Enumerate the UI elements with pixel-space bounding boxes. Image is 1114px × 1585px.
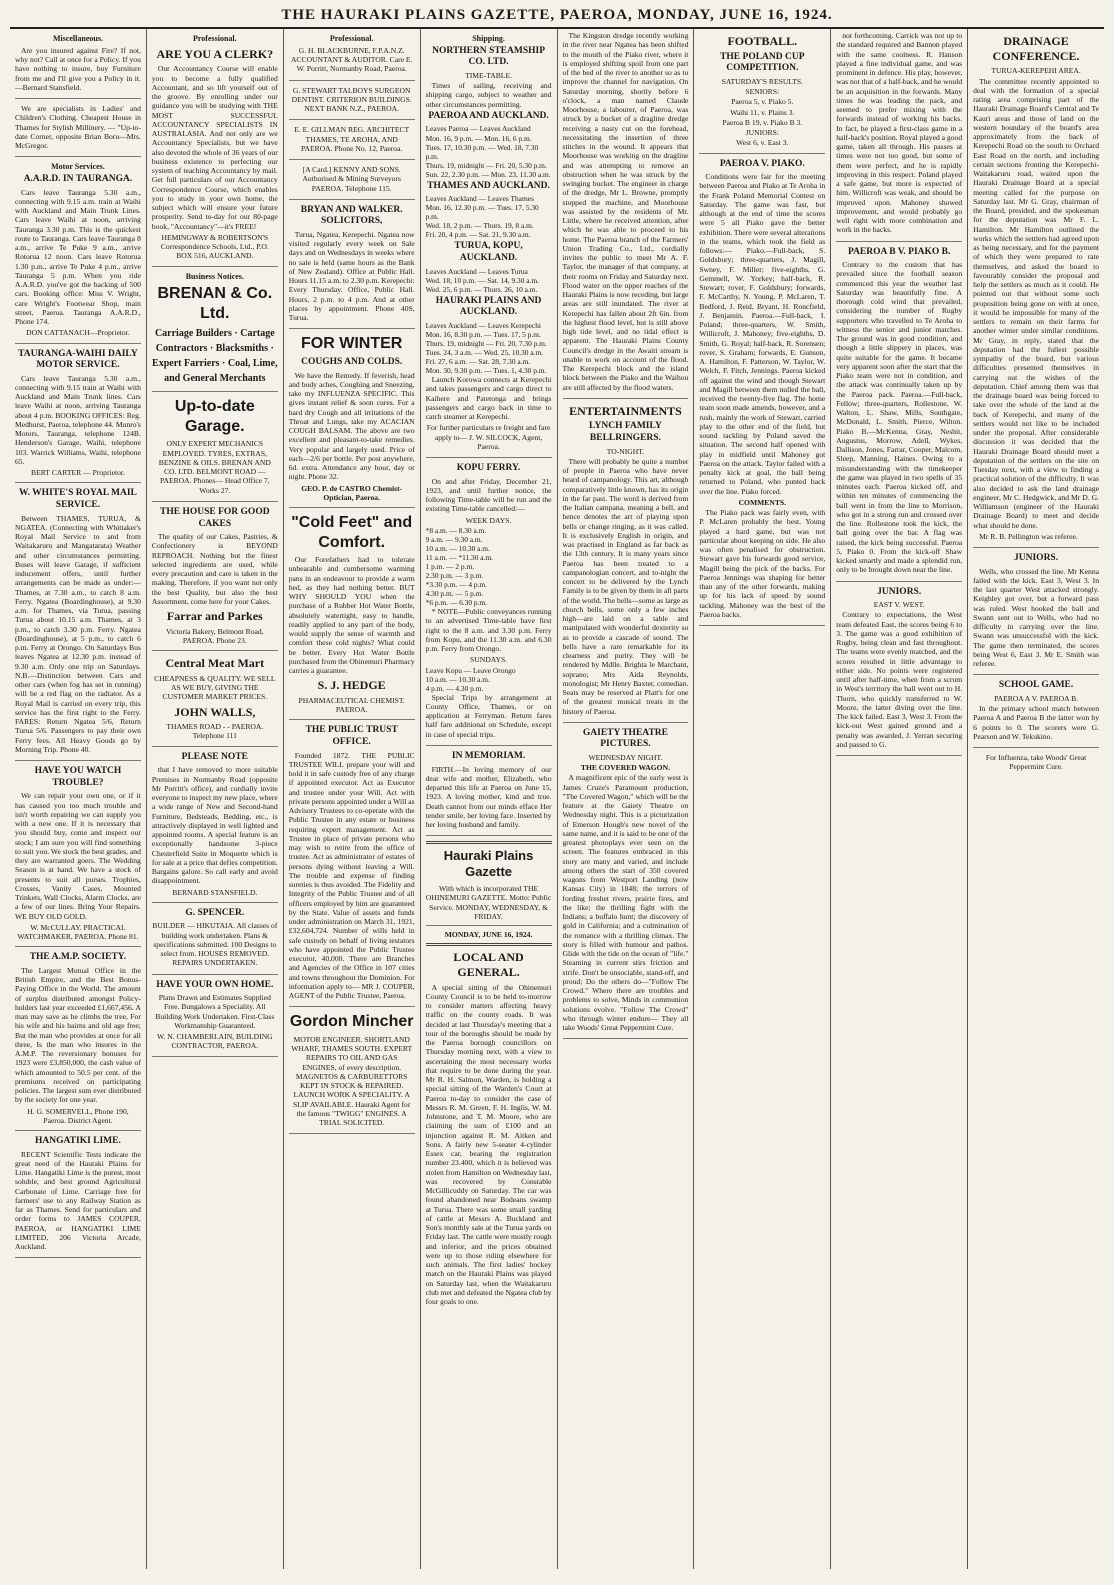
newspaper-page (10, 6, 1104, 1571)
drainage-article: DRAINAGE CONFERENCE. TURUA-KEREPEHI AREA. The committee recently appointed to deal with the formation of a special rating area comprising part of the Hauraki Drainage Board's Central and Te Kauri areas and those of land on the western boundary of the board's area approximately from the back of Kerepechi Road on the south to Orchard East Road on the north, and including certain sections fronting the Kerepechi-Waitakaruru road, waited upon the Hauraki Drainage Board at a special meeting called for the purpose on Saturday last. Mr G. Gray, chairman of the Board, presided, and the spokesman for the deputation was Mr F. L. Hamilton. Mr Hamilton outlined the works which the settlers had agreed upon as being necessary, and for the payment of which they were prepared to rate themselves, and asked the board to favourably consider the proposal and help the settlers as much as it could. He pointed out that without some such proposition being gone on with at once, it would be impossible for many of the settlers to remain on their farms for another winter under similar conditions. Mr Gray, in reply, stated that the deputation had the fullest possible sympathy of the board, but various difficulties presented themselves in carrying out the wishes of the deputation. Chief among them was that the drainage board was being forced to take over the whole of the land at the back of Kerepechi, and many of the settlers would not like to be included under the proposal. After considerable discussion it was decided that the Hauraki Drainage Board should meet a deputation of the settlers on the site on Tuesday next, with a view to finding a practical solution of the difficulty. It was also decided to ask the land drainage engineer, Mr C. Hedgwick, and Mr D. G. Williamson (engineer of the Hauraki Drainage Board) to meet and decide what should be done. Mr R. B. Pellington was referee. (973, 34, 1099, 548)
article-title: JUNIORS. (877, 586, 922, 597)
news-continued: The Kingston dredge recently working in the river near Ngatea has been shifted to the mouth of the Piako river, where it is employed shifting spoil from one part of the bed of the river to another so as to improve the channel for navigation. On Saturday morning, shortly before 6 o'clock, a man named Claude Moorhouse, a labourer, of Paeroa, was struck by a bucket of a dragline dredge receiving a nasty cut on the forehead, necessitating the insertion of three stitches in the wound. It appears that Moorhouse was working on the dragline and was attempting to remove an obstruction when he was struck by the swinging bucket. The engineer in charge of the dredge, Mr L. Browne, promptly stopped the machine, and Moorhouse was assisted by the residents of Mr. Little, where he received attention, after which he was able to proceed to his home. The Paeroa branch of the Farmers' Union Trading Co., Ltd., cordially invites the public to meet Mr A. F. Taylor, the manager of that company, at their rooms on Friday and Saturday next. Flood water on the upper reaches of the Hauraki Plains is now receding, but large areas are still inundated. The river at Kerepechi has fallen about 2ft 6in. from the highest flood level, but is still above high tide level, and no tidal effect is apparent. The Hauraki Plains County Council's dredge in the Awaiti stream is unable to work on account of the flood. The Kerepechi block and the island block between the Piako and the Waihou are still affected by the flood waters. (563, 31, 689, 399)
timetable-row: Mon. 16, 8.30 p.m. — Tues. 17, 5 p.m. (425, 329, 541, 339)
section-heading: Professional. (192, 34, 237, 43)
tauranga-waihi-ad: TAURANGA-WAIHI DAILY MOTOR SERVICE. Cars leave Tauranga 5.30 a.m., connecting with 9.15 train at Waihi with Auckland and Main Trunk lines. Cars leave Waihi at noon, arriving Tauranga about 4 p.m. BOOKING OFFICES: Reg. Medhurst, Paeroa, telephone 44. Munro's Motors, Tauranga, telephone 124B. Henderson's Garage, Waihi, telephone 103. Warrick Williams, Waihi, telephone 65. BERT CARTER — Proprietor. (15, 349, 141, 484)
timetable-row: 4 p.m. — 4.30 p.m. (425, 683, 484, 693)
timetable-row: 10 a.m. — 10.30 a.m. (425, 543, 490, 553)
column-1 (10, 29, 147, 1569)
article-title: SCHOOL GAME. (998, 680, 1074, 691)
section-heading: Motor Services. (51, 162, 105, 172)
white-mail-ad: W. WHITE'S ROYAL MAIL SERVICE. Between THAMES, TURUA, & NGATEA. (Connecting with Whittaker's Royal Mail Service to and from Waitakaruru and Mangatarata) Weather and other circumstances permitting. Buses will leave Garage, if sufficient inducement offers, until further arrangements can be made as under:— Thames, at 7.30 a.m., to catch 8 a.m. Ferry. Ngatea (Boardinghouse), at 9.30 a.m. for Thames, via Turua, passing Turua about 10.15 a.m. Thames, at 3 p.m., to catch 3.30 p.m. Ferry. Ngatea (Boardinghouse), at 5 p.m., to catch 6 p.m. Ferry at Orongo. On Saturdays Bus leaves Ngatea at 12.30 p.m. instead of 9.30 a.m. Only one trip on Saturdays. N.B.—Distinction between Cars and other cars (when fog has set in running) will be a red flag on the radiator. As a Royal Mail is carried on every trip, this service has the first right to the Ferry. FARES: Return Ngatea 5/6, Return Turua 5/6. Passengers to pay their own Ferry fees. All Heavy Goods go by Morning Trip. Phone 40. (15, 488, 141, 761)
poland-cup: THE POLAND CUP COMPETITION. SATURDAY'S RESULTS. SENIORS: Paeroa 5, v. Piako 5. Waihi 11, v. Plains 3. Paeroa B 19, v. Piako B 3. JUNIORS: West 6, v. East 3. (699, 52, 825, 154)
gillman-card: E. E. GILLMAN REG. ARCHITECT THAMES, TE AROHA, AND PAEROA. Phone No. 12, Paeroa. (289, 125, 415, 160)
ad-title: Up-to-date Garage. (174, 398, 255, 435)
timetable-row: Fri. 27, 6 a.m. — Sat. 28, 7.30 a.m. (425, 356, 531, 366)
garage-ad: Up-to-date Garage. ONLY EXPERT MECHANICS EMPLOYED. TYRES, EXTRAS, BENZINE & OILS. BRENAN AND CO. LTD. BELMONT ROAD — PAEROA. Phones— Head Office 7, Works 27. (152, 397, 278, 502)
local-and-general: LOCAL AND GENERAL. A special sitting of the Ohinemuri County Council is to be held to-morrow to consider matters affecting heavy traffic on the county roads. It was decided at last Thursday's meeting that a tour of the boroughs should be made by the Paeroa borough councillors on Thursday morning next, with a view to ascertaining the most necessary works that require to be done during the year. Mr R. H. Salmon, Warden, is holding a special sitting of the Warden's Court at Paeroa to-day to consider the case of Messrs R. M. Green, F. H. Inglis, W. M. Johnstone, and T. M. Moore, who are claiming the sum of £100 and an injunction against R. M. Aitken and Sons. A fairly new 5-seater 4-cylinder Essex car, bearing the registration number 23.400, which it is believed was stolen from Hamilton on Wednesday last, was recovered by Constable McGillicuddy on Saturday. The car was found abandoned near Bodeans swamp at Turua. There was some small yarding of cattle at Messrs A. Buckland and Son's monthly sale at the Turua yards on Friday last. The cattle were mostly rough and inferior, and the prices obtained were up to those ruling elsewhere for such animals. The first ladies' hockey match on the Hauraki Plains was played on Saturday last, when the Waitakaruru club met and defeated the Ngatea club by four goals to one. (425, 950, 552, 1306)
timetable-row: *3.30 p.m. — 4 p.m. (425, 580, 488, 590)
ad-title: ARE YOU A CLERK? (156, 46, 274, 61)
column-5 (558, 29, 695, 1569)
section-heading: FOOTBALL. (727, 34, 798, 48)
timetable-row: 9 a.m. — 9.30 a.m. (425, 534, 483, 544)
column-8 (968, 29, 1104, 1569)
in-memoriam: IN MEMORIAM. FIRTH.—In loving memory of our dear wife and mother, Elizabeth, who departed this life at Paeroa on June 15, 1923. A loving mother, kind and true. Death cannot from our minds efface Her tender smile, her loving face. Inserted by her loving husband and family. (426, 751, 552, 836)
lime-ad: HANGATIKI LIME. RECENT Scientific Tests indicate the great need of the Hauraki Plains for Lime. Hangatiki Lime is the purest, most soluble, and best ground Agricultural Carbonate of Lime. Carriage free for farmers' use to any Railway Station as far as Thames. Send for particulars and order forms to JAMES COUPER, PAEROA, or HANGATIKI LIME LIMITED, 206 Victoria Arcade, Auckland. (15, 1136, 141, 1258)
timetable-row: Fri. 20, 4 p.m. — Sat. 21, 9.30 a.m. (425, 230, 531, 240)
timetable-row: Mon. 16, 12.30 p.m. — Tues. 17, 5.30 p.m. (425, 203, 539, 222)
timetable-row: Thurs. 19, midnight — Fri. 20, 5.30 p.m. (425, 160, 547, 170)
section-heading: Shipping. (472, 34, 505, 43)
ad-title: THE HOUSE FOR GOOD CAKES (160, 506, 270, 529)
timetable-row: Leaves Auckland — Leaves Thames (425, 194, 534, 204)
article-title: PAEROA B V. PIAKO B. (847, 246, 951, 257)
timetable-row: Leaves Paeroa — Leaves Auckland (425, 124, 531, 134)
section-heading: ENTERTAINMENTS (569, 403, 682, 418)
timetable-row: Wed. 18, 10 p.m. — Sat. 14, 9.30 a.m. (425, 275, 539, 285)
article-title: LYNCH FAMILY BELLRINGERS. (589, 421, 662, 443)
column-4 (421, 29, 558, 1569)
section-heading: Professional. (329, 34, 374, 43)
ad-title: "Cold Feet" and Comfort. (291, 514, 413, 551)
talboys-card: G. STEWART TALBOYS SURGEON DENTIST. CRITERION BUILDINGS. NEXT BANK N.Z., PAEROA. (289, 86, 415, 121)
school-game: SCHOOL GAME. PAEROA A V. PAEROA B. In the primary school match between Paeroa A and Paeroa B the latter won by 6 points to 0. The scorers were G. Pearson and W. Tekukino. (973, 680, 1099, 748)
bellringers-article: LYNCH FAMILY BELLRINGERS. TO-NIGHT. There will probably be quite a number of people in Paeroa who have never heard of campanology. This art, although comparatively little known, has its origin in the far past. The word is derived from the Italian campana, meaning a bell, and hence denotes the art of playing upon bells or change ringing, as it was called. It is exclusively English in origin, and was practised in England as far back as the 13th century. It is many years since Paeroa has been treated to a campanologian concert, and to-night the concert to be delivered by the Lynch Family is to be given by them in all parts of the world. The bells—some as large as church bells, some only a few inches high—are laid on a table and manipulated with wonderful dexterity so as to provide a cascade of sound. The bells have a rare remarkable for its clearness and purity. They will be rendered by Mdlle. Brighta le Marchant, soprano; Mrs Aida Reynolds, monologist; Mr Henry Baxter, comedian. Seats may be reserved at Platt's for one of the greatest musical treats in the history of Paeroa. (563, 421, 689, 722)
timetable-row: Mon. 30, 9.30 p.m. — Tues. 1, 4.30 p.m. (425, 365, 547, 375)
paeroa-auckland-rows (426, 124, 552, 178)
timetable-row: Thurs. 19, midnight — Fri. 20, 7.30 p.m. (425, 338, 547, 348)
kenny-card: [A Card.] KENNY AND SONS. Authorised & Mining Surveyors PAEROA. Telephone 115. (289, 165, 415, 200)
ad-title: NORTHERN STEAMSHIP CO. LTD. (432, 45, 546, 68)
cold-feet-ad: "Cold Feet" and Comfort. Our Forefathers had to tolerate unbearable and cumbersome warming pans in an endeavour to provide a warm bed, as they had nothing better. BUT WHY SHOULD YOU when the purchase of a Rubber Hot Water Bottle, absolutely watertight, easy to handle, readily applied to any part of the body, would supply the sense of warmth and comfort these cold nights? What could be better. Every Hot Water Bottle purchased from the Ohinemuri Pharmacy carries a guarantee. S. J. HEDGE PHARMACEUTICAL CHEMIST. PAEROA. (289, 513, 415, 720)
ad-title: KOPU FERRY. (456, 463, 521, 473)
ad-title: PLEASE NOTE (181, 751, 248, 762)
column-3 (284, 29, 421, 1569)
ad-title: Central Meat Mart (165, 656, 265, 671)
amp-ad: THE A.M.P. SOCIETY. The Largest Mutual Office in the British Empire, and the Best Bonus-Paying Office in the World. The amount of surplus distributed amongst Policy-holders last year exceeded £1,667,456. A man may save as he climbs the tree, For his wife and his bairns and old age free; But the man who provides at once for all three, Is the man who insures in the A.M.P. The reversionary bonuses for 1923 were £3,850,000, the cash value of which amounted to 50.5 per cent. of the premiums received on participating policies. The largest sum ever distributed by the society for one year. H. G. SOMERVELL, Phone 190, Paeroa. District Agent. (15, 952, 141, 1131)
ad-title: Gordon Mincher (289, 1013, 414, 1031)
timetable-row: Tues. 24, 3 a.m. — Wed. 25, 10.30 a.m. (425, 347, 544, 357)
columns (10, 29, 1104, 1569)
timetable-row: Sun. 22, 2.30 p.m. — Mon. 23, 11.30 a.m. (425, 169, 551, 179)
meat-ad: Central Meat Mart CHEAPNESS & QUALITY. WE SELL AS WE BUY, GIVING THE CUSTOMER MARKET PRICES. JOHN WALLS, THAMES ROAD - - PAEROA. Telephone 111 (152, 656, 278, 747)
timetable-row: 2.30 p.m. — 3 p.m. (425, 570, 484, 580)
cakes-ad: THE HOUSE FOR GOOD CAKES The quality of our Cakes, Pastries, & Confectionery is BEYOND REPROACH. Nothing but the finest selected ingredients are used, while every precaution and care is taken in the making. Therefore, if you want not only the best Quality, but also the best Assortment, come here for your Cakes. Farrar and Parkes Victoria Bakery, Belmont Road, PAEROA. Phone 23. (152, 507, 278, 651)
ad-title: A.A.R.D. IN TAURANGA. (23, 174, 133, 184)
watch-ad: HAVE YOU WATCH TROUBLE? We can repair your own one, or if it has caused you too much trouble and isn't worth repairing we can supply you with a new one. If it is necessary that you should buy, come and inspect our stock; I am sure you will find something to suit you. We stock the best grades, and they are warranted goers. The Wedding Season is at hand. We have a stock of presents to suit all purses. Trophies, Crosses, Vanity Cases, Mounted Trinkets, Wall Clocks, Alarm Clocks, are a few of our lines. Bring Your Repairs. WE BUY OLD GOLD. W. McCULLAY. PRACTICAL WATCHMAKER, PAEROA. Phone 81. (15, 766, 141, 947)
woods-ad: For Influenza, take Woods' Great Peppermint Cure. (985, 753, 1087, 772)
result-row: Waihi 11, v. Plains 3. (730, 107, 795, 117)
ad-title: W. WHITE'S ROYAL MAIL SERVICE. (18, 488, 137, 511)
article-title: PAEROA V. PIAKO. (719, 158, 805, 169)
timetable-row: 10 a.m. — 10.30 a.m. (425, 674, 490, 684)
ad-title: TAURANGA-WAIHI DAILY MOTOR SERVICE. (18, 348, 138, 371)
ad-title: THE A.M.P. SOCIETY. (29, 952, 127, 963)
aard-ad: A.A.R.D. IN TAURANGA. Cars leave Tauranga 5.30 a.m., connecting with 9.15 a.m. train at Waihi with Auckland and Main Trunk Lines. Cars leave Waihi at noon, arriving Tauranga 3.30 p.m. This is the quickest route to Tauranga. Cars leave Tauranga 8 a.m., arrive Te Puke 9 a.m., arrive Rotorua 12 noon. Cars leave Rotorua 1.30 p.m., arrive Te Puke 4 p.m., arrive Tauranga 5 p.m. When you ride A.A.R.D. you've got the backing of 500 cars. Booking office: Miss V. Wright, care Wright's Footwear Shop, main street, Paeroa. Tauranga A.A.R.D., Phone 174. DON CATTANACH—Proprietor. (15, 174, 141, 344)
ad-title: IN MEMORIAM. (451, 750, 526, 761)
ad-title: HAVE YOU WATCH TROUBLE? (34, 766, 122, 788)
gazette-nameplate: Hauraki Plains Gazette With which is incorporated THE OHINEMURI GAZETTE. Motto: Public Service. MONDAY, WEDNESDAY, & FRIDAY. MONDAY, JUNE 16, 1924. (425, 848, 552, 939)
paeroa-piako-report: PAEROA V. PIAKO. Conditions were fair for the meeting between Paeroa and Piako at Te Aroha in the Frank Poland Memorial Contest on Saturday. The game was fast, but although at the end of time the scores were 5 all Piako gave the better exhibition. There were several alterations in the teams, which took the field as follows:— Piako.—Full-back, S. Goldsbury; three-quarters, J. Magill, Swney, F. Miller; five-eighths, G. Gemmell, W. Yorkey; half-back, R. Stewart; rover, F. Goldsbury; forwards, F. McCarthy, N. Young, P. McLaren, T. Bedford, J. Reid, Bryant, H. Roncfield, J. Benjamin. Paeroa.—Full-back, I. Poland; three-quarters, W. Smith, Willicroft, J. Mahoney; five-eighths, D. Smith, G. Royal; half-back, R. Sorensen; rover, S. Graham; forwards, E. Gunson, A. Hamilton, F. Patterson, W. Taylor, W. Welch, F. Fitch, Jennings. Paeroa kicked off against the wind and though Stewart and Magill between them nulled the ball, received the twenty-five flag. The home team soon made amends, however, and a rush, mainly the work of Stewart, carried play to the other end of the field, but sound tackling by Poland saved the situation. The second half opened with play in midfield until Mahoney got Paeroa on the attack. Taylor failed with a penalty kick at goal, the ball being returned to Poland, who punted back over the line. Piako forced. COMMENTS. The Piako pack was fairly even, with P. McLaren probably the best. Young played a hard game, but was not particular about keeping on side. He also was often penalised for obstruction. Stewart gave his forwards good service, Magill being the pick of the backs. For Paeroa Jennings was shaping for better than any of the other forwards, making up for his lack of speed by sound tackling. Mahoney was the best of the Paeroa backs. (699, 159, 825, 627)
ad-title: G. SPENCER. (185, 907, 245, 918)
millinery-ad: We are specialists in Ladies' and Children's Clothing. Cheapest House in Thames for Stylish Millinery. — "Up-to-date Corner, opposite Brian Boru—Mrs. McGregor. (15, 104, 141, 157)
column-2 (147, 29, 284, 1569)
timetable-row: Leaves Auckland — Leaves Turua (425, 266, 528, 276)
winter-ad: FOR WINTER COUGHS AND COLDS. We have the Remedy. If feverish, head and body aches, Coughing and Sneezing, take my INFLUENZA SPECIFIC. This gives instant relief & soon cures. For a hard dry Cough and all irritations of the Throat and Lungs, take my ACACIAN COUGH BALSAM. The above are two excellent and pleasant-to-take remedies. Very popular and largely used. Price of each—2/6 per bottle. Per post anywhere, 6d. extra. Attendance any hour, day or night. Phone 32. GEO. P. de CASTRO Chemist-Optician, Paeroa. (289, 334, 415, 508)
nameplate-title: Hauraki Plains Gazette (443, 848, 534, 880)
result-row: Paeroa B 19, v. Piako B 3. (722, 117, 803, 127)
spencer-ad: G. SPENCER. BUILDER — HIKUTAIA. All classes of building work undertaken. Plans & specifications submitted. 100 Designs to select from. HOUSES REMOVED. REPAIRS UNDERTAKEN. (152, 908, 278, 975)
kopu-ferry: KOPU FERRY. On and after Friday, December 21, 1923, and until further notice, the following Time-table will be run and the existing Time-table cancelled:— WEEK DAYS. *8 a.m. — 8.30 a.m. 9 a.m. — 9.30 a.m. 10 a.m. — 10.30 a.m. 11 a.m. — *11.30 a.m. 1 p.m. — 2 p.m. 2.30 p.m. — 3 p.m. *3.30 p.m. — 4 p.m. 4.30 p.m. — 5 p.m. *6 p.m. — 6.30 p.m. * NOTE—Public conveyances running to an advertised Time-table have first right to the 8 a.m. and 3.30 p.m. Ferry from Kopu, and the 11.30 a.m. and 6.30 p.m. Ferry from Orongo. SUNDAYS. Leave Kopu — Leave Orongo 10 a.m. — 10.30 a.m. 4 p.m. — 4.30 p.m. Special Trips by arrangement at County Office, Thames, or on application at Ferryman. Return fares half fare additional on Schedule, except in case of special trips. (426, 463, 552, 746)
ad-title: HAVE YOUR OWN HOME. (156, 979, 274, 990)
brenan-ad: BRENAN & Co. Ltd. Carriage Builders · Cartage Contractors · Blacksmiths · Expert Farriers · Coal, Lime, and General Merchants (152, 284, 278, 392)
mincher-ad: Gordon Mincher MOTOR ENGINEER. SHORTLAND WHARF, THAMES SOUTH. EXPERT REPAIRS TO OIL AND GAS ENGINES, of every description. MAGNETOS & CARBURETTORS KEPT IN STOCK & REPAIRED. LAUNCH WORK A SPECIALITY. A SLIP AVAILABLE. Hauraki Agent for the famous "TWIGG" ENGINES. A TRIAL SOLICITED. (289, 1012, 415, 1134)
masthead: THE HAURAKI PLAINS GAZETTE, PAEROA, MONDAY, JUNE 16, 1924. (10, 6, 1104, 29)
home-ad: HAVE YOUR OWN HOME. Plans Drawn and Estimates Supplied Free. Bungalows a Speciality. All Building Work Undertaken. First-Class Workmanship Guaranteed. W. N. CHAMBERLAIN, BUILDING CONTRACTOR, PAEROA. (152, 980, 278, 1057)
ad-title: HANGATIKI LIME. (35, 1136, 121, 1147)
public-trust-ad: THE PUBLIC TRUST OFFICE. Founded 1872. THE PUBLIC TRUSTEE WILL prepare your will and hold it in safe custody free of any charge if appointed executor. Act as Executor and trustee under your Will. Act with private persons appointed under a Will as Advisory Trustees to co-operate with the Public Trustee in any estate or business requiring expert management. Act as Trustee in place of private persons who may wish to retire from the office of trustee. Act as administrator of estates of persons dying without leaving a Will. The trouble and expense of finding sureties is thus avoided. The Fidelity and Integrity of the Public Trustee and of all officers employed by him are guaranteed by the State. Value of assets and funds under administration on March 31, 1921, £32,604,724. Number of wills held in safe custody on behalf of living testators who have appointed the Public Trustee executor, 40,000. There are Branches and Agencies of the Office in 107 cities and towns throughout the Dominion. For information apply to— MR J. COUPER, AGENT of the Public Trustee, Paeroa. (289, 725, 415, 1007)
timetable-row: Wed. 18, 2 p.m. — Thurs. 19, 8 a.m. (425, 221, 534, 231)
gaiety-article: GAIETY THEATRE PICTURES. WEDNESDAY NIGHT. THE COVERED WAGON. A magnificent epic of the early west is James Cruze's Paramount production, "The Covered Wagon," which will be the feature at the Gaiety Theatre on Wednesday night. This is a picturization of Emerson Hough's new novel of the same name, and it is said to be one of the greatest photoplays ever seen on the screen. The features embraced in this story are many and varied, and include among others the start of 350 covered wagons from Westport Landing (now Kansas City) in 1848; the terrors of fording freshet rivers, prairie fires, and the like; the thrilling fight with the Indians; a buffalo hunt; the discovery of gold in California; and a culmination of the romance with a thrilling climax. The story is filled with humour and pathos. Glide with the tide on the ocean of "life." Steaming in current stirs friction and strife. Don't be unsociable, stand-off, and proud; Do the others do—"Follow The Crowd." Where there are troubles and problems to solve, Minds in communion solutions evolve. "Follow The Crowd" who through winter endure— They all take Woods' Great Peppermint Cure. (563, 728, 689, 1040)
section-heading: Business Notices. (185, 271, 244, 281)
insurance-ad: Are you insured against Fire? If not, why not? Call at once for a Policy. If you have nothing to insure, buy Furniture from me and I'll give you a Policy in it.—Bernard Stansfield. (15, 46, 141, 99)
timetable-row: *6 p.m. — 6.30 p.m. (425, 598, 488, 608)
article-title: GAIETY THEATRE PICTURES. (582, 727, 668, 750)
juniors-continued: JUNIORS. Wells, who crossed the line. Mr Kenna failed with the kick. East 3, West 3. In the last quarter West attacked strongly. Keighley got over, but a forward pass was ruled. West hooked the ball and Swann sent out to Wells, who had no difficulty in carrying over the line. Swann was unsuccessful with the kick. The game then terminated, the scores being West 6, East 3. Mr E. Smith was referee. (973, 553, 1099, 675)
timetable-row: Mon. 16, 9 p.m. — Mon. 16, 6 p.m. (425, 133, 532, 143)
timetable-row: Tues. 17, 10.30 p.m. — Wed. 18, 7.30 p.m. (425, 142, 539, 161)
section-heading: Miscellaneous. (52, 34, 103, 43)
column-7 (831, 29, 968, 1569)
paeroa-b-report: PAEROA B V. PIAKO B. Contrary to the custom that has prevailed since the football season commenced this year the weather last Saturday was beautifully fine. A thorough cold wind that prevailed, considering the number of Rugby supporters who travelled to Te Aroha to witness the senior and junior matches. The ground was in good condition, and though a little slippery in places, was quite suitable for the game. It became very apparent soon after the start that the Piako team were not in condition, and the attack was continually taken up by the Paeroa pack. Paeroa.—Full-back, Fellow; three-quarters, Rollestone, W. Walton, L. Shaw, Mills, Southgate, McDonald, L. Smith, Pierce, Wilton. Piako B.—McKenna, Gray, Nesbit, Augustus, Morrow, Adell, Wykes, Dallison, Jones, Farrar, Cooper, Malcom, Sleep, Manning, Haines. Owing to a misunderstanding with the timekeeper the game was played in two spells of 35 minutes each. Paeroa kicked off, and within ten minutes of commencing the ball went in from the line to Morrison, who got in a strong run and crossed over the line. Rollestone took the kick, the ball going over the bar. A flag was raised, the kick being successful. Paeroa 5, Piako 0. From the kick-off Shaw kicked smartly and made a splendid run, only to be brought down near the line. (836, 247, 962, 582)
ad-title: FOR WINTER (301, 335, 403, 353)
bryan-walker-ad: BRYAN AND WALKER. SOLICITORS, Turua, Ngatea, Kerepechi. Ngatea now visited regularly every week on Sale days and on Wednesdays in weeks where no sale is held (same hours as the Bank of New Zealand). Office at Public Hall. Hours 11.15 a.m. to 2.30 p.m. Kerepechi: Every Thursday. Office, Public Hall. Hours, 2 p.m. to 4 p.m. And at other places by appointment. Phone 40S, Turua. (289, 205, 415, 330)
timetable-row: Wed. 25, 6 p.m. — Thurs. 26, 10 a.m. (425, 284, 538, 294)
ad-title: THE PUBLIC TRUST OFFICE. (305, 725, 398, 747)
article-title: LOCAL AND GENERAL. (453, 950, 524, 979)
result-row: Paeroa 5, v. Piako 5. (731, 97, 794, 107)
report-continued: not forthcoming. Carrick was not up to the standard required and Bannon played with the same coolness. R. Hanson played a fine individual game, and was prominent in defence. His play, however, was not that of a half-back, and he would be an acquisition in the forwards. Many times he was leading the pack, and seemed to prefer mixing with the forwards instead of working his backs. In fact, he played a first-class game in a half-back's position. Royal played a good game, taken all through. His passes at times were not too good, but some of them were perfect, and he is rapidly improving in this respect. Poland played a safe game, but more is expected of him. Willicroft was weak, and should be improved upon. Mahoney showed improvement, and would probably go well right with more combination and work in the backs. (836, 31, 962, 242)
steamship-timetable: NORTHERN STEAMSHIP CO. LTD. TIME-TABLE. Times of sailing, receiving and shipping cargo, subject to weather and other circumstances permitting. PAEROA AND AUCKLAND. Leaves Paeroa — Leaves Auckland Mon. 16, 9 p.m. — Mon. 16, 6 p.m. Tues. 17, 10.30 p.m. — Wed. 18, 7.30 p.m. Thurs. 19, midnight — Fri. 20, 5.30 p.m. Sun. 22, 2.30 p.m. — Mon. 23, 11.30 a.m. THAMES AND AUCKLAND. Leaves Auckland — Leaves Thames Mon. 16, 12.30 p.m. — Tues. 17, 5.30 p.m. Wed. 18, 2 p.m. — Thurs. 19, 8 a.m. Fri. 20, 4 p.m. — Sat. 21, 9.30 a.m. TURUA, KOPU, AUCKLAND. Leaves Auckland — Leaves Turua Wed. 18, 10 p.m. — Sat. 14, 9.30 a.m. Wed. 25, 6 p.m. — Thurs. 26, 10 a.m. HAURAKI PLAINS AND AUCKLAND. Leaves Auckland — Leaves Kerepechi Mon. 16, 8.30 p.m. — Tues. 17, 5 p.m. Thurs. 19, midnight — Fri. 20, 7.30 p.m. Tues. 24, 3 a.m. — Wed. 25, 10.30 a.m. Fri. 27, 6 a.m. — Sat. 28, 7.30 a.m. Mon. 30, 9.30 p.m. — Tues. 1, 4.30 p.m. Launch Korowa connects at Kerepechi and takes passengers and cargo direct to Kaihere and Patetonga and brings passengers and cargo back in time to catch steamer at Kerepechi. For further particulars re freight and fare apply to— J. W. SILCOCK, Agent, Paeroa. (426, 46, 552, 458)
article-title: THE POLAND CUP COMPETITION. (720, 51, 805, 74)
timetable-row: Leaves Auckland — Leaves Kerepechi (425, 320, 541, 330)
juniors-report: JUNIORS. EAST V. WEST. Contrary to expectations, the West team defeated East, the scores being 6 to 3. The game was a good exhibition of Rugby, being clean and fast throughout. The teams were evenly matched, and the scores resulted in little advantage to either side. No points were registered until after half-time, when from a scrum in West's territory the ball went out to H. Thorn, who quickly transferred to W. Moore, the latter diving over the line. The kick failed. East 3, West 3. From the kick-out West gained ground and a penalty was awarded, J. Yerran securing and passed to G. (836, 587, 962, 757)
result-row: West 6, v. East 3. (736, 138, 789, 148)
timetable-row: 4.30 p.m. — 5 p.m. (425, 589, 484, 599)
furniture-notice: PLEASE NOTE that I have removed to more suitable Premises in Normanby Road (opposite Mr Porritt's office), and cordially invite everyone to inspect my new place, where a wide range of New and Second-hand Furniture, Bedsteads, Bedding, etc., is attractively displayed in well lighted and appointed rooms. A special feature is an exceptionally handsome 3-piece Chesterfield Suite in Moquette which is for sale at a price that defies competition. Bargains galore. So call early and avoid disappointment. BERNARD STANSFIELD. (152, 752, 278, 903)
timetable-row: 1 p.m. — 2 p.m. (425, 561, 475, 571)
timetable-row: Leave Kopu — Leave Orongo (425, 665, 516, 675)
clerk-ad: ARE YOU A CLERK? Our Accountancy Course will enable you to become a fully qualified Accountant, and so lift yourself out of the groove. By enrolling under our guidance you will be studying with THE MOST SUCCESSFUL ACCOUNTANCY SPECIALISTS IN AUSTRALASIA. And not only are we Accountancy Specialists, but we have also devoted the whole of 36 years of our business existence to perfecting our system of teaching Accountancy by mail. Get full particulars of our Accountancy Correspondence Course, which enables you to study in your own home, the subject which will ensure your future prosperity. Send to-day for our 80-page book, "Accountancy"—it's FREE! HEMINGWAY & ROBERTSON'S Correspondence Schools, Ltd., P.O. BOX 516, AUCKLAND. (152, 47, 278, 267)
article-title: DRAINAGE CONFERENCE. (992, 34, 1080, 63)
blackburne-card: G. H. BLACKBURNE, F.P.A.N.Z. ACCOUNTANT & AUDITOR. Care E. W. Porritt, Normanby Road, Paeroa. (289, 46, 415, 81)
ad-title: BRYAN AND WALKER. SOLICITORS, (300, 204, 403, 227)
column-6 (694, 29, 831, 1569)
timetable-row: 11 a.m. — *11.30 a.m. (425, 552, 494, 562)
ad-title: BRENAN & Co. Ltd. (157, 285, 273, 322)
article-title: JUNIORS. (1014, 553, 1059, 563)
timetable-row: *8 a.m. — 8.30 a.m. (425, 525, 487, 535)
